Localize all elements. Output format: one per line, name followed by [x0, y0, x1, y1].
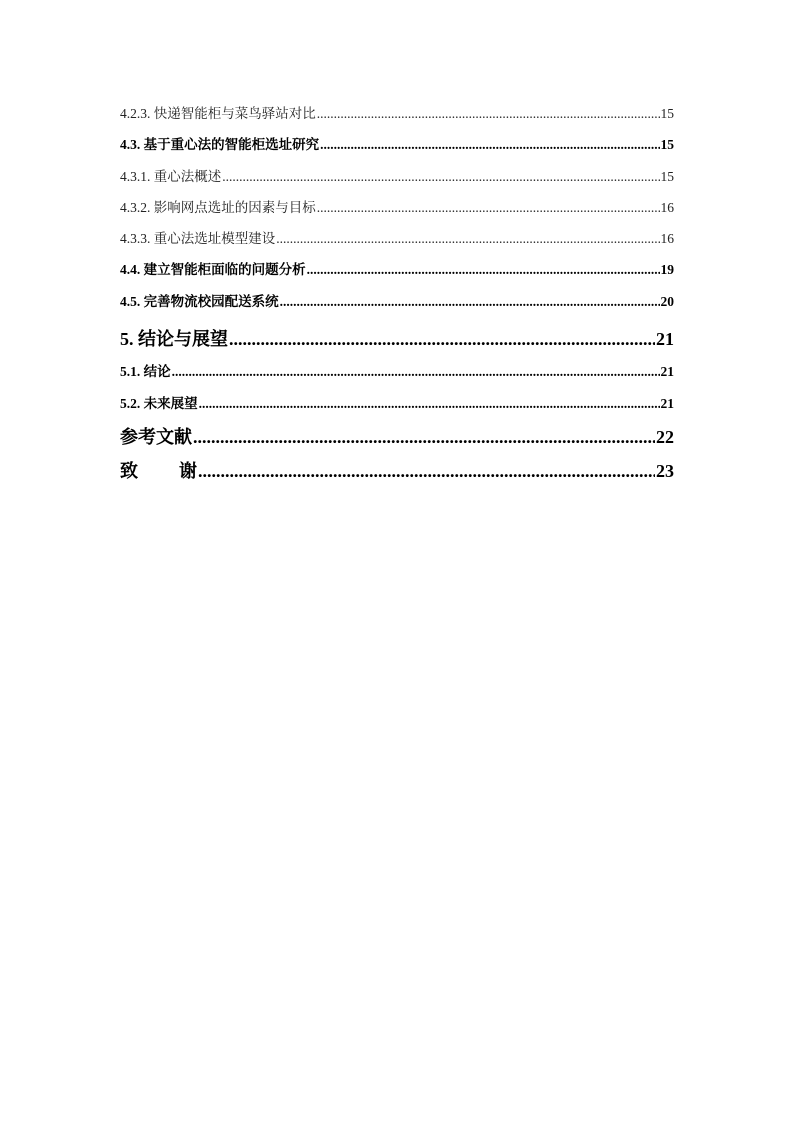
toc-entry-title: 4.3.3. 重心法选址模型建设 — [120, 231, 276, 246]
toc-page-number: 16 — [660, 200, 674, 215]
toc-entry-title: 4.2.3. 快递智能柜与菜鸟驿站对比 — [120, 106, 316, 121]
toc-entry-4-3-3[interactable] — [120, 223, 674, 254]
toc-entry-4-3[interactable] — [120, 129, 674, 161]
toc-dot-leader — [320, 129, 659, 161]
toc-entry-title: 5.2. 未来展望 — [120, 396, 198, 411]
toc-dot-leader — [193, 420, 655, 454]
toc-page-number: 21 — [660, 396, 674, 411]
toc-page-number: 21 — [656, 329, 674, 349]
toc-title-char: 致 — [120, 461, 138, 481]
toc-entry-4-5[interactable] — [120, 286, 674, 318]
toc-dot-leader — [317, 98, 660, 129]
toc-entry-acknowledgements[interactable] — [120, 454, 674, 488]
toc-entry-title: 4.3. 基于重心法的智能柜选址研究 — [120, 137, 320, 152]
table-of-contents — [120, 98, 674, 488]
toc-dot-leader — [280, 286, 660, 318]
toc-dot-leader — [229, 322, 655, 356]
toc-page-number: 15 — [660, 106, 674, 121]
toc-entry-references[interactable] — [120, 420, 674, 454]
toc-entry-title: 5.1. 结论 — [120, 364, 171, 379]
toc-entry-4-3-1[interactable] — [120, 161, 674, 192]
toc-entry-title: 4.3.2. 影响网点选址的因素与目标 — [120, 200, 316, 215]
toc-entry-4-3-2[interactable] — [120, 192, 674, 223]
toc-entry-4-4[interactable] — [120, 254, 674, 286]
toc-entry-title: 5. 结论与展望 — [120, 329, 228, 349]
toc-page-number: 22 — [656, 427, 674, 447]
toc-entry-5-2[interactable] — [120, 388, 674, 420]
toc-title-char: 谢 — [179, 461, 197, 481]
toc-page-number: 19 — [660, 262, 674, 277]
toc-entry-4-2-3[interactable] — [120, 98, 674, 129]
toc-dot-leader — [198, 454, 655, 488]
toc-page-number: 20 — [660, 294, 674, 309]
toc-dot-leader — [172, 356, 660, 388]
toc-page-number: 16 — [660, 231, 674, 246]
toc-dot-leader — [199, 388, 660, 420]
toc-entry-title: 4.4. 建立智能柜面临的问题分析 — [120, 262, 306, 277]
toc-entry-title — [120, 454, 197, 488]
toc-dot-leader — [317, 192, 660, 223]
toc-page-number: 15 — [660, 137, 674, 152]
toc-entry-5-1[interactable] — [120, 356, 674, 388]
toc-entry-5[interactable] — [120, 322, 674, 356]
toc-dot-leader — [307, 254, 660, 286]
toc-dot-leader — [276, 223, 659, 254]
toc-entry-title: 参考文献 — [120, 427, 192, 447]
toc-entry-title: 4.5. 完善物流校园配送系统 — [120, 294, 279, 309]
toc-page-number: 21 — [660, 364, 674, 379]
toc-page-number: 23 — [656, 461, 674, 481]
toc-dot-leader — [222, 161, 659, 192]
toc-entry-title: 4.3.1. 重心法概述 — [120, 169, 222, 184]
toc-page-number: 15 — [660, 169, 674, 184]
